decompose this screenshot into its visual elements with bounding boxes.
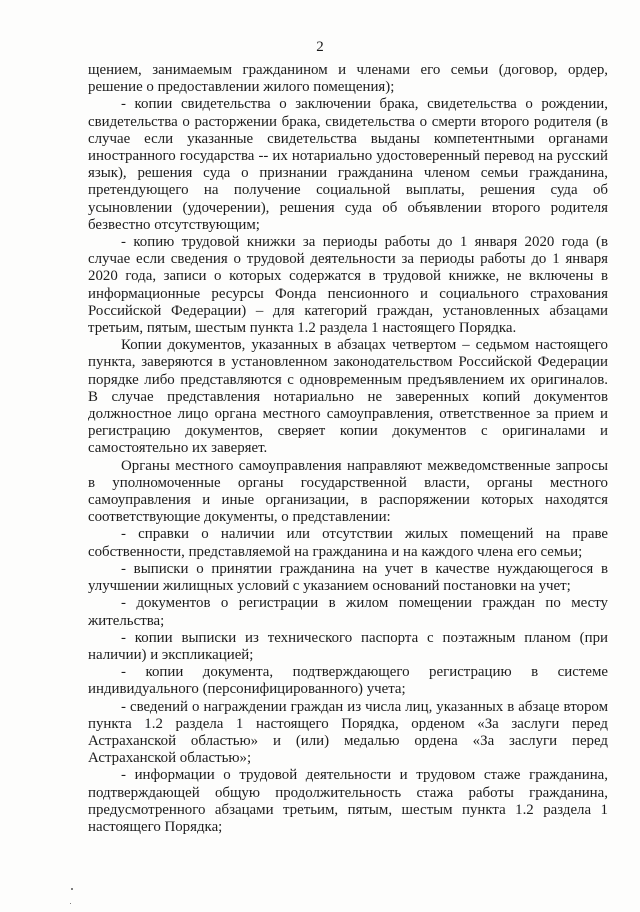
paragraph: - сведений о награждении граждан из числа лиц, указанных в абзаце втором пункта 1.2 раздела 1 настоящего Порядка, орденом «За заслуги перед Астраханской областью» и (или) медалью ордена «За заслуги перед Астраханской областью»; — [88, 698, 608, 767]
paragraph: - информации о трудовой деятельности и трудовом стаже гражданина, подтверждающей общую продолжительность стажа работы гражданина, предусмотренного абзацами третьим, пятым, шестым пункта 1.2 раздела 1 настоящего Порядка; — [88, 767, 608, 835]
paragraph: - копии свидетельства о заключении брака, свидетельства о рождении, свидетельства о расторжении брака, свидетельства о смерти второго родителя (в случае если указанные свидетельства выданы компетентными органами иностранного государства -- их нотариально удостоверенный перевод на русский язык), решения суда о признании гражданина членом семьи гражданина, претендующего на получение социальной выплаты, решения суда об усыновлении (удочерении), решения суда об объявлении второго родителя безвестно отсутствующим; — [88, 96, 608, 233]
page-number: 2 — [316, 39, 324, 55]
paragraph: Органы местного самоуправления направляют межведомственные запросы в уполномоченные органы государственной власти, органы местного самоуправления и иные организации, в распоряжении которых находятся соответствующие документы, о представлении: — [88, 457, 608, 526]
scan-speck — [71, 888, 73, 890]
paragraph: - справки о наличии или отсутствии жилых помещений на праве собственности, представляемой на гражданина и на каждого члена его семьи; — [88, 526, 608, 560]
paragraph: - копии документа, подтверждающего регистрацию в системе индивидуального (персонифицированного) учета; — [88, 664, 608, 698]
paragraph: Копии документов, указанных в абзацах четвертом – седьмом настоящего пункта, заверяются в установленном законодательством Российской Федерации порядке либо представляются с одновременным предъявлением их оригиналов. В случае представления нотариально не заверенных копий документов должностное лицо органа местного самоуправления, ответственное за прием и регистрацию документов, сверяет копии документов с оригиналами и самостоятельно их заверяет. — [88, 337, 608, 457]
paragraph: щением, занимаемым гражданином и членами его семьи (договор, ордер, решение о предоставлении жилого помещения); — [88, 62, 608, 96]
paragraph: - выписки о принятии гражданина на учет в качестве нуждающегося в улучшении жилищных условий с указанием оснований постановки на учет; — [88, 560, 608, 595]
paragraph: - копии выписки из технического паспорта с поэтажным планом (при наличии) и экспликацией; — [88, 629, 608, 663]
document-body — [88, 62, 608, 836]
paragraph: - документов о регистрации в жилом помещении граждан по месту жительства; — [88, 595, 608, 629]
paragraph: - копию трудовой книжки за периоды работы до 1 января 2020 года (в случае если сведения о трудовой деятельности за периоды работы до 1 января 2020 года, записи о которых содержатся в трудовой книжке, не включены в информационные ресурсы Фонда пенсионного и социального страхования Российской Федерации) – для категорий граждан, установленных абзацами третьим, пятым, шестым пункта 1.2 раздела 1 настоящего Порядка. — [88, 234, 608, 337]
scan-speck — [70, 903, 71, 904]
